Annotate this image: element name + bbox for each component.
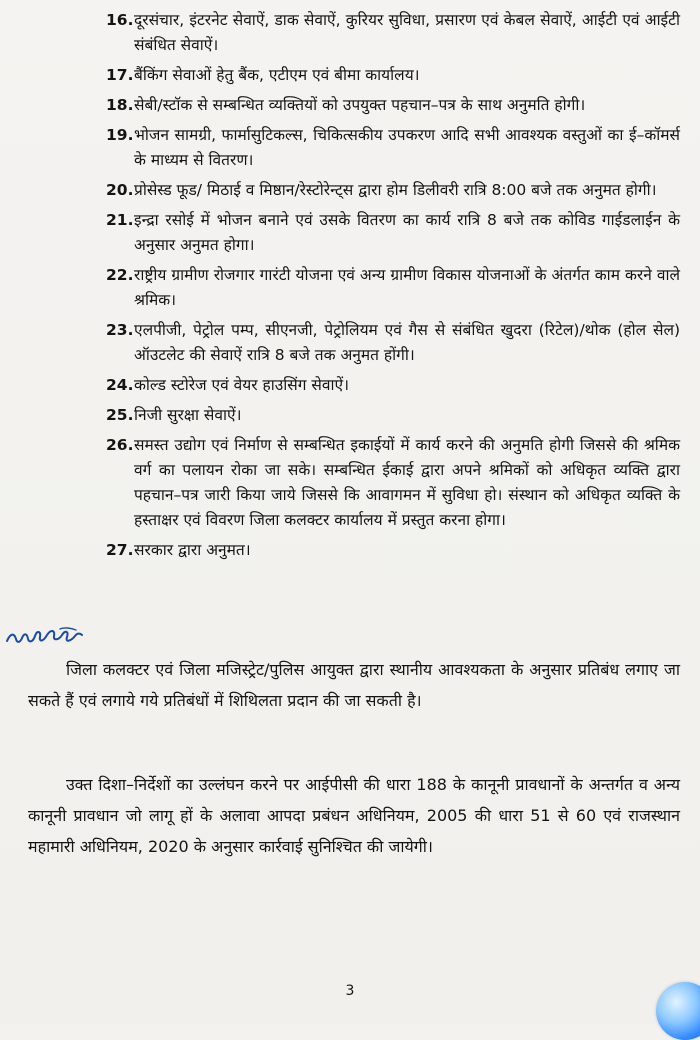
item-text: कोल्ड स्टोरेज एवं वेयर हाउसिंग सेवाऐं। xyxy=(134,376,349,394)
corner-accent xyxy=(656,982,700,1040)
item-text: समस्त उद्योग एवं निर्माण से सम्बन्धित इकाईयों में कार्य करने की अनुमति होगी जिससे की श्रमिक वर्ग का पलायन रोका जा सके। सम्बन्धित ईकाई द्वारा अपने श्रमिकों को अधिकृत व्यक्ति द्वारा पहचान–पत्र जारी किया जाये जिससे कि आवागमन में सुविधा हो। संस्थान को अधिकृत व्यक्ति के हस्ताक्षर एवं विवरण जिला कलक्टर कार्यालय में प्रस्तुत करना होगा। xyxy=(134,436,680,529)
item-number: 22. xyxy=(106,266,134,284)
item-number: 16. xyxy=(106,11,134,29)
item-number: 21. xyxy=(106,211,134,229)
item-text: प्रोसेस्ड फूड/ मिठाई व मिष्ठान/रेस्टोरेन्ट्स द्वारा होम डिलीवरी रात्रि 8:00 बजे तक अनुमत होगी। xyxy=(134,181,657,199)
violation-paragraph: उक्त दिशा–निर्देशों का उल्लंघन करने पर आईपीसी की धारा 188 के कानूनी प्रावधानों के अन्तर्गत व अन्य कानूनी प्रावधान जो लागू हों के अलावा आपदा प्रबंधन अधिनियम, 2005 की धारा 51 से 60 एवं राजस्थान महामारी अधिनियम, 2020 के अनुसार कार्रवाई सुनिश्चित की जायेगी। xyxy=(28,775,680,856)
list-item xyxy=(106,373,680,398)
page-number: 3 xyxy=(345,983,355,999)
list-item xyxy=(106,123,680,173)
item-number: 23. xyxy=(106,321,134,339)
district-authority-paragraph: जिला कलक्टर एवं जिला मजिस्ट्रेट/पुलिस आयुक्त द्वारा स्थानीय आवश्यकता के अनुसार प्रतिबंध लगाए जा सकते हैं एवं लगाये गये प्रतिबंधों में शिथिलता प्रदान की जा सकती है। xyxy=(28,660,680,710)
list-item xyxy=(106,433,680,533)
item-number: 17. xyxy=(106,66,134,84)
item-number: 27. xyxy=(106,541,134,559)
item-text: एलपीजी, पेट्रोल पम्प, सीएनजी, पेट्रोलियम एवं गैस से संबंधित खुदरा (रिटेल)/थोक (होल सेल) ऑउटलेट की सेवाऐं रात्रि 8 बजे तक अनुमत होंगी। xyxy=(134,321,680,364)
item-number: 20. xyxy=(106,181,134,199)
permitted-services-list xyxy=(106,8,680,568)
item-text: दूरसंचार, इंटरनेट सेवाऐं, डाक सेवाऐं, कुरियर सुविधा, प्रसारण एवं केबल सेवाऐं, आईटी एवं आईटी संबंधित सेवाऐं। xyxy=(134,11,680,54)
item-number: 18. xyxy=(106,96,134,114)
list-item xyxy=(106,93,680,118)
item-text: भोजन सामग्री, फार्मासुटिकल्स, चिकित्सकीय उपकरण आदि सभी आवश्यक वस्तुओं का ई–कॉमर्स के माध्यम से वितरण। xyxy=(134,126,680,169)
list-item xyxy=(106,538,680,563)
list-item xyxy=(106,8,680,58)
list-item xyxy=(106,208,680,258)
item-text: सेबी/स्टॉक से सम्बन्धित व्यक्तियों को उपयुक्त पहचान–पत्र के साथ अनुमति होगी। xyxy=(134,96,586,114)
list-item xyxy=(106,318,680,368)
list-item xyxy=(106,263,680,313)
item-number: 26. xyxy=(106,436,134,454)
item-text: राष्ट्रीय ग्रामीण रोजगार गारंटी योजना एवं अन्य ग्रामीण विकास योजनाओं के अंतर्गत काम करने वाले श्रमिक। xyxy=(134,266,680,309)
item-number: 25. xyxy=(106,406,134,424)
list-item xyxy=(106,178,680,203)
item-text: निजी सुरक्षा सेवाऐं। xyxy=(134,406,242,424)
item-number: 19. xyxy=(106,126,134,144)
item-text: सरकार द्वारा अनुमत। xyxy=(134,541,251,559)
list-item xyxy=(106,403,680,428)
handwritten-signature-icon xyxy=(4,622,92,652)
item-number: 24. xyxy=(106,376,134,394)
item-text: इन्द्रा रसोई में भोजन बनाने एवं उसके वितरण का कार्य रात्रि 8 बजे तक कोविड गाईडलाईन के अनुसार अनुमत होगा। xyxy=(134,211,680,254)
item-text: बैंकिंग सेवाओं हेतु बैंक, एटीएम एवं बीमा कार्यालय। xyxy=(134,66,420,84)
list-item xyxy=(106,63,680,88)
